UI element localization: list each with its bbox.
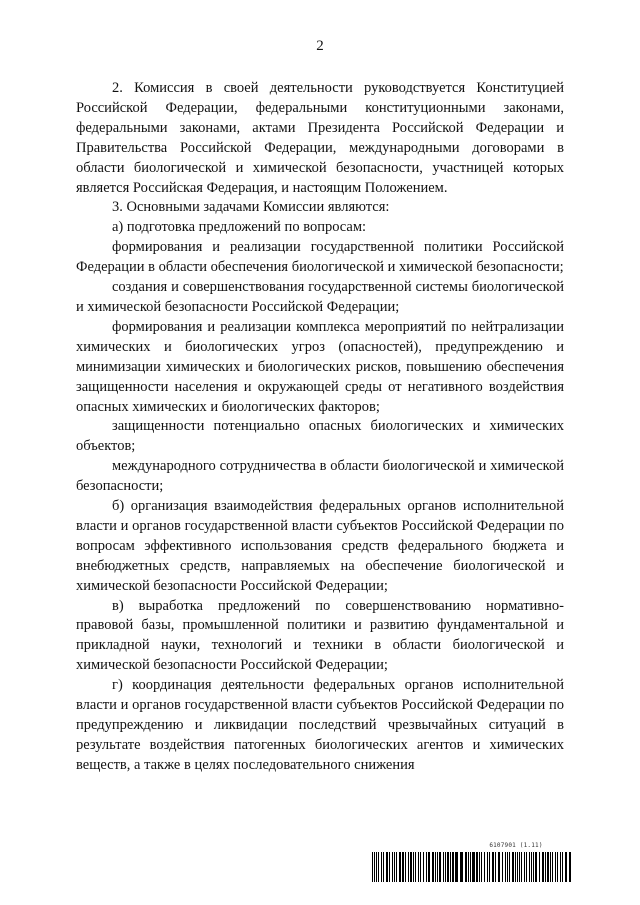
barcode-bar <box>476 852 478 882</box>
barcode-label: 6107901 (1.11) <box>489 842 543 849</box>
barcode-bar <box>569 852 571 882</box>
barcode-bar <box>423 852 424 882</box>
barcode-bar <box>539 852 540 882</box>
barcode-bar <box>492 852 494 882</box>
barcode-bar <box>447 852 449 882</box>
barcode-bar <box>484 852 485 882</box>
barcode-bar <box>415 852 416 882</box>
barcode-bar <box>396 852 397 882</box>
barcode-bar <box>470 852 471 882</box>
barcode-bar <box>426 852 427 882</box>
barcode-bar <box>542 852 544 882</box>
barcode-bar <box>405 852 406 882</box>
barcode-bar <box>472 852 475 882</box>
barcode-bar <box>402 852 404 882</box>
barcode-bar <box>450 852 451 882</box>
paragraph-v: в) выработка предложений по совершенствованию нормативно-правовой базы, промышленной политики и развитию фундаментальной и прикладной науки, технологий и техники в области биологической и химической безопасности Российской Федерации; <box>76 597 564 674</box>
barcode-bar <box>413 852 414 882</box>
paragraph-a-policy: формирования и реализации государственной политики Российской Федерации в области обеспечения биологической и химической безопасности; <box>76 239 564 276</box>
barcode-bar <box>535 852 537 882</box>
barcode-bar <box>507 852 508 882</box>
paragraph-a-cooperation: международного сотрудничества в области биологической и химической безопасности; <box>76 458 564 495</box>
barcode-bar <box>460 852 463 882</box>
barcode-bar <box>519 852 520 882</box>
barcode-bar <box>418 852 419 882</box>
barcode-bar <box>517 852 518 882</box>
barcode-bar <box>392 852 393 882</box>
paragraph-a-objects: защищенности потенциально опасных биологических и химических объектов; <box>76 418 564 455</box>
barcode-bar <box>529 852 530 882</box>
barcode-bar <box>428 852 430 882</box>
paragraph-a-measures: формирования и реализации комплекса мероприятий по нейтрализации химических и биологических угроз (опасностей), предупреждению и минимизации химических и биологических рисков, повышению обеспечения защищенности населения и окружающей среды от негативного воздействия опасных химических и биологических факторов; <box>76 318 564 415</box>
barcode-bar <box>465 852 467 882</box>
barcode-bar <box>420 852 421 882</box>
barcode-bar <box>498 852 500 882</box>
barcode-bar <box>378 852 379 882</box>
barcode-bar <box>432 852 434 882</box>
barcode-bar <box>445 852 446 882</box>
barcode-bar <box>533 852 534 882</box>
barcode-bar <box>545 852 546 882</box>
barcode <box>372 852 572 882</box>
barcode-bar <box>531 852 532 882</box>
paragraph-2-intro: 2. Комиссия в своей деятельности руководствуется Конституцией Российской Федерации, федеральными конституционными законами, федеральными законами, актами Президента Российской Федерации и Правительства Российской Федерации, международными договорами в области биологической и химической безопасности, участницей которых является Российская Федерация, и настоящим Положением. <box>76 80 564 196</box>
page-number: 2 <box>316 38 324 54</box>
paragraph-a: а) подготовка предложений по вопросам: <box>112 219 367 236</box>
barcode-bar <box>565 852 567 882</box>
barcode-bar <box>439 852 441 882</box>
barcode-bar <box>495 852 496 882</box>
barcode-bar <box>399 852 401 882</box>
barcode-bar <box>557 852 558 882</box>
barcode-bar <box>489 852 490 882</box>
barcode-bar <box>505 852 506 882</box>
barcode-bar <box>410 852 412 882</box>
paragraph-3-tasks: 3. Основными задачами Комиссии являются: <box>112 199 390 216</box>
paragraph-g: г) координация деятельности федеральных органов исполнительной власти и органов государственной власти субъектов Российской Федерации по предупреждению и ликвидации последствий чрезвычайных ситуаций в результате воздействия патогенных биологических агентов и химических веществ, а также в целях последовательного снижения <box>76 677 564 773</box>
barcode-bar <box>383 852 384 882</box>
barcode-bar <box>547 852 549 882</box>
barcode-bar <box>386 852 388 882</box>
paragraph-a-system: создания и совершенствования государственной системы биологической и химической безопасности Российской Федерации; <box>76 279 564 315</box>
barcode-bar <box>487 852 488 882</box>
barcode-bar <box>555 852 556 882</box>
barcode-bar <box>381 852 382 882</box>
barcode-bar <box>509 852 510 882</box>
barcode-bar <box>481 852 482 882</box>
barcode-bar <box>394 852 395 882</box>
barcode-bar <box>374 852 375 882</box>
barcode-bar <box>526 852 527 882</box>
barcode-bar <box>512 852 514 882</box>
barcode-bar <box>372 852 373 882</box>
barcode-bar <box>560 852 561 882</box>
barcode-bar <box>437 852 438 882</box>
barcode-bar <box>455 852 458 882</box>
document-body <box>76 79 564 776</box>
barcode-bar <box>435 852 436 882</box>
barcode-bar <box>562 852 563 882</box>
barcode-bar <box>389 852 390 882</box>
barcode-bar <box>521 852 522 882</box>
barcode-bar <box>479 852 480 882</box>
barcode-bar <box>550 852 551 882</box>
barcode-bar <box>376 852 377 882</box>
barcode-bar <box>552 852 553 882</box>
barcode-bar <box>502 852 503 882</box>
paragraph-b: б) организация взаимодействия федеральных органов исполнительной власти и органов государственной власти субъектов Российской Федерации по вопросам эффективного использования средств федерального бюджета и внебюджетных средств, направляемых на обеспечение биологической и химической безопасности Российской Федерации; <box>76 498 564 594</box>
barcode-bar <box>408 852 409 882</box>
barcode-bar <box>524 852 525 882</box>
barcode-bar <box>468 852 469 882</box>
barcode-bar <box>515 852 516 882</box>
barcode-bar <box>443 852 444 882</box>
barcode-bar <box>452 852 454 882</box>
